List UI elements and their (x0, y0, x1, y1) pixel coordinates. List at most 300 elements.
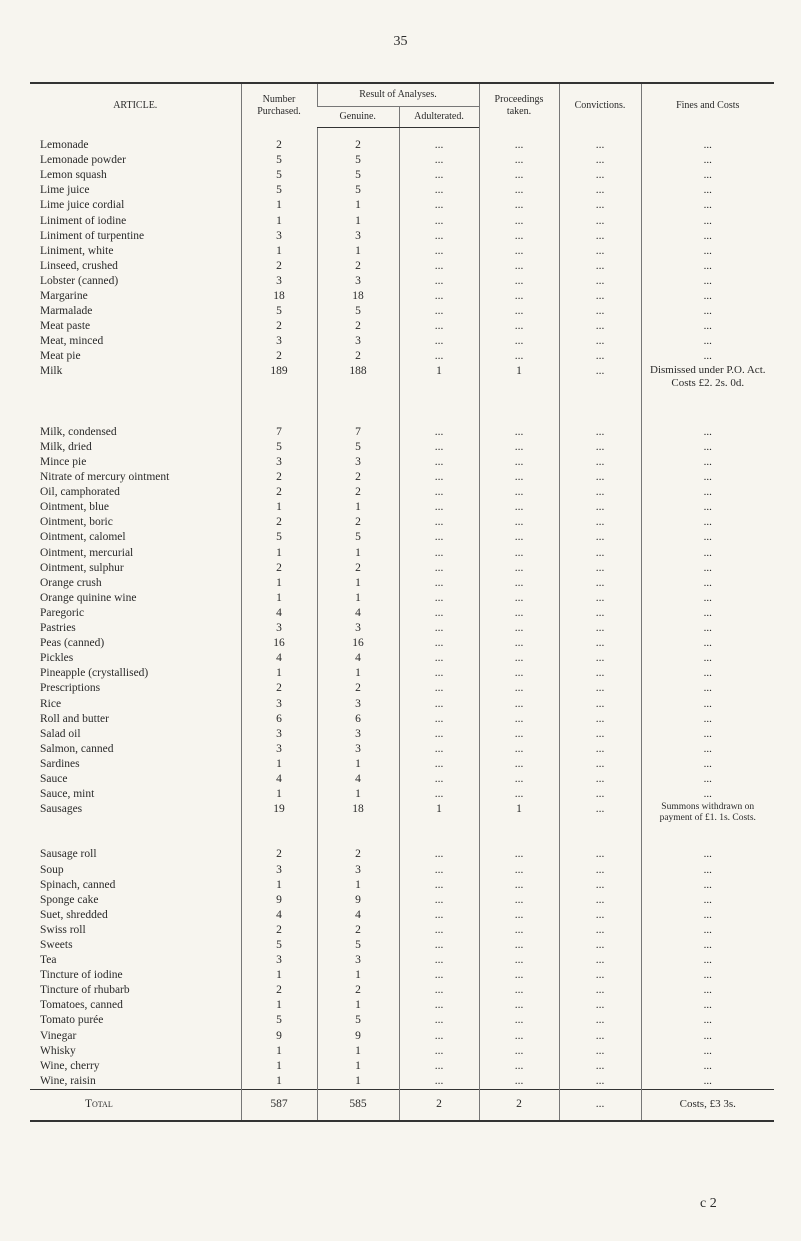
adulterated-cell: ... (399, 274, 479, 289)
article-cell: Mince pie (40, 456, 87, 469)
number-cell: 1 (241, 591, 317, 606)
number-cell: 4 (241, 908, 317, 923)
number-cell: 6 (241, 712, 317, 727)
empty-cell (30, 832, 241, 847)
article-cell: Soup (40, 863, 64, 876)
fines-cell: ... (641, 1044, 774, 1059)
article-cell: Tea (40, 954, 57, 967)
fines-cell: ... (641, 153, 774, 168)
table-body (30, 128, 774, 1090)
convictions-cell: ... (559, 1013, 641, 1028)
empty-cell (317, 817, 399, 832)
proceedings-cell: ... (479, 681, 559, 696)
convictions-cell: ... (559, 530, 641, 545)
fines-cell: ... (641, 636, 774, 651)
empty-cell (30, 410, 241, 425)
fines-cell: ... (641, 319, 774, 334)
article-cell: Spinach, canned (40, 878, 116, 891)
fines-cell: ... (641, 515, 774, 530)
adulterated-cell: ... (399, 530, 479, 545)
proceedings-cell: ... (479, 757, 559, 772)
adulterated-cell: ... (399, 863, 479, 878)
number-cell: 1 (241, 787, 317, 802)
convictions-cell: ... (559, 606, 641, 621)
proceedings-cell: ... (479, 1074, 559, 1090)
proceedings-cell: ... (479, 1013, 559, 1028)
proceedings-cell: ... (479, 259, 559, 274)
convictions-cell: ... (559, 364, 641, 379)
empty-cell (479, 817, 559, 832)
proceedings-cell: ... (479, 953, 559, 968)
header-result-of-analyses: Result of Analyses. (317, 83, 479, 107)
number-cell: 2 (241, 485, 317, 500)
adulterated-cell: ... (399, 289, 479, 304)
convictions-cell: ... (559, 183, 641, 198)
convictions-cell: ... (559, 908, 641, 923)
proceedings-cell: ... (479, 666, 559, 681)
empty-cell (559, 380, 641, 395)
adulterated-cell: ... (399, 757, 479, 772)
total-genuine: 585 (317, 1089, 399, 1121)
article-cell: Lemonade powder (40, 154, 126, 167)
article-cell: Pickles (40, 652, 74, 665)
number-cell: 3 (241, 274, 317, 289)
proceedings-cell: ... (479, 1059, 559, 1074)
proceedings-cell: ... (479, 183, 559, 198)
proceedings-cell: ... (479, 289, 559, 304)
genuine-cell: 9 (317, 1029, 399, 1044)
proceedings-cell: ... (479, 334, 559, 349)
table-row (30, 319, 774, 334)
genuine-cell: 4 (317, 606, 399, 621)
empty-cell (241, 832, 317, 847)
table-row (30, 440, 774, 455)
table-row (30, 183, 774, 198)
article-cell: Oil, camphorated (40, 486, 120, 499)
number-cell: 19 (241, 802, 317, 817)
fines-cell: ... (641, 1074, 774, 1090)
total-proceedings: 2 (479, 1089, 559, 1121)
adulterated-cell: ... (399, 1029, 479, 1044)
table-row (30, 968, 774, 983)
fines-cell: ... (641, 561, 774, 576)
adulterated-cell: ... (399, 1074, 479, 1090)
article-cell: Liniment, white (40, 244, 114, 257)
number-cell: 2 (241, 561, 317, 576)
fines-cell: ... (641, 998, 774, 1013)
table-row (30, 425, 774, 440)
adulterated-cell: ... (399, 727, 479, 742)
adulterated-cell: 1 (399, 364, 479, 379)
article-cell: Meat pie (40, 350, 81, 363)
adulterated-cell: ... (399, 334, 479, 349)
table-row (30, 1074, 774, 1090)
fines-cell: ... (641, 727, 774, 742)
adulterated-cell: ... (399, 576, 479, 591)
fines-cell: ... (641, 712, 774, 727)
adulterated-cell: ... (399, 621, 479, 636)
table-row (30, 712, 774, 727)
table-row (30, 364, 774, 379)
fines-cell: ... (641, 742, 774, 757)
adulterated-cell: ... (399, 561, 479, 576)
table-row (30, 485, 774, 500)
adulterated-cell: ... (399, 304, 479, 319)
adulterated-cell: ... (399, 259, 479, 274)
proceedings-cell: ... (479, 712, 559, 727)
proceedings-cell: ... (479, 1044, 559, 1059)
genuine-cell: 3 (317, 274, 399, 289)
convictions-cell: ... (559, 576, 641, 591)
article-cell: Sardines (40, 757, 80, 770)
fines-cell: ... (641, 878, 774, 893)
number-cell: 4 (241, 772, 317, 787)
empty-cell (399, 395, 479, 410)
genuine-cell: 2 (317, 681, 399, 696)
number-cell: 2 (241, 847, 317, 862)
article-cell: Whisky (40, 1044, 76, 1057)
genuine-cell: 2 (317, 128, 399, 154)
number-cell: 5 (241, 938, 317, 953)
fines-cell: ... (641, 983, 774, 998)
convictions-cell: ... (559, 455, 641, 470)
convictions-cell: ... (559, 128, 641, 154)
convictions-cell: ... (559, 274, 641, 289)
convictions-cell: ... (559, 485, 641, 500)
number-cell: 5 (241, 1013, 317, 1028)
total-label: Total (30, 1089, 241, 1121)
article-cell: Swiss roll (40, 923, 86, 936)
table-row (30, 153, 774, 168)
analyses-table (30, 82, 774, 1122)
convictions-cell: ... (559, 229, 641, 244)
proceedings-cell: ... (479, 530, 559, 545)
empty-cell (241, 380, 317, 395)
number-cell: 7 (241, 425, 317, 440)
table-row (30, 274, 774, 289)
number-cell: 1 (241, 244, 317, 259)
table-row (30, 802, 774, 817)
proceedings-cell: ... (479, 561, 559, 576)
adulterated-cell: ... (399, 470, 479, 485)
genuine-cell: 3 (317, 229, 399, 244)
genuine-cell: 3 (317, 696, 399, 711)
number-cell: 5 (241, 530, 317, 545)
proceedings-cell: ... (479, 923, 559, 938)
fines-cell: ... (641, 863, 774, 878)
genuine-cell: 2 (317, 561, 399, 576)
number-cell: 2 (241, 923, 317, 938)
genuine-cell: 4 (317, 772, 399, 787)
proceedings-cell: ... (479, 591, 559, 606)
article-cell: Sauce, mint (40, 788, 95, 801)
convictions-cell: ... (559, 349, 641, 364)
fines-cell: ... (641, 1029, 774, 1044)
convictions-cell: ... (559, 470, 641, 485)
fines-cell: ... (641, 425, 774, 440)
proceedings-cell: ... (479, 938, 559, 953)
header-proceedings: Proceedings taken. (479, 83, 559, 128)
genuine-cell: 3 (317, 621, 399, 636)
article-cell: Roll and butter (40, 712, 109, 725)
genuine-cell: 1 (317, 757, 399, 772)
proceedings-cell: ... (479, 349, 559, 364)
proceedings-cell: ... (479, 304, 559, 319)
article-cell: Ointment, sulphur (40, 561, 124, 574)
fines-cell: Dismissed under P.O. Act. Costs £2. 2s. 0d. (641, 364, 774, 424)
proceedings-cell: ... (479, 651, 559, 666)
number-cell: 1 (241, 757, 317, 772)
adulterated-cell: ... (399, 742, 479, 757)
article-cell: Rice (40, 697, 62, 710)
number-cell: 1 (241, 1059, 317, 1074)
genuine-cell: 4 (317, 651, 399, 666)
article-cell: Prescriptions (40, 682, 101, 695)
genuine-cell: 1 (317, 244, 399, 259)
proceedings-cell: ... (479, 500, 559, 515)
table-row (30, 908, 774, 923)
number-cell: 1 (241, 198, 317, 213)
number-cell: 2 (241, 681, 317, 696)
convictions-cell: ... (559, 244, 641, 259)
proceedings-cell: ... (479, 636, 559, 651)
page-signature: c 2 (700, 1196, 717, 1211)
proceedings-cell: ... (479, 213, 559, 228)
proceedings-cell: ... (479, 787, 559, 802)
proceedings-cell: ... (479, 696, 559, 711)
fines-cell: ... (641, 168, 774, 183)
proceedings-cell: ... (479, 455, 559, 470)
convictions-cell: ... (559, 953, 641, 968)
genuine-cell: 1 (317, 968, 399, 983)
fines-cell: ... (641, 183, 774, 198)
adulterated-cell: ... (399, 213, 479, 228)
table-row (30, 772, 774, 787)
empty-cell (479, 395, 559, 410)
table-row (30, 1013, 774, 1028)
genuine-cell: 5 (317, 440, 399, 455)
proceedings-cell: ... (479, 168, 559, 183)
article-cell: Tincture of rhubarb (40, 984, 130, 997)
convictions-cell: ... (559, 636, 641, 651)
fines-cell: ... (641, 893, 774, 908)
number-cell: 2 (241, 319, 317, 334)
article-cell: Tomato purée (40, 1014, 104, 1027)
genuine-cell: 6 (317, 712, 399, 727)
fines-cell: ... (641, 621, 774, 636)
convictions-cell: ... (559, 757, 641, 772)
article-cell: Sweets (40, 939, 73, 952)
article-cell: Sponge cake (40, 893, 99, 906)
header-fines: Fines and Costs (641, 83, 774, 128)
number-cell: 18 (241, 289, 317, 304)
table-row (30, 666, 774, 681)
number-cell: 1 (241, 968, 317, 983)
proceedings-cell: ... (479, 621, 559, 636)
proceedings-cell: 1 (479, 802, 559, 817)
proceedings-cell: ... (479, 440, 559, 455)
empty-cell (241, 817, 317, 832)
number-cell: 1 (241, 213, 317, 228)
fines-cell: ... (641, 651, 774, 666)
genuine-cell: 4 (317, 908, 399, 923)
number-cell: 3 (241, 621, 317, 636)
number-cell: 2 (241, 983, 317, 998)
table-row (30, 787, 774, 802)
proceedings-cell: ... (479, 968, 559, 983)
number-cell: 2 (241, 515, 317, 530)
article-cell: Suet, shredded (40, 908, 108, 921)
number-cell: 1 (241, 1074, 317, 1090)
header-number-purchased: Number Purchased. (241, 83, 317, 128)
fines-cell: ... (641, 1013, 774, 1028)
fines-cell: ... (641, 757, 774, 772)
article-cell: Sausages (40, 803, 83, 816)
adulterated-cell: ... (399, 591, 479, 606)
proceedings-cell: ... (479, 863, 559, 878)
genuine-cell: 5 (317, 183, 399, 198)
convictions-cell: ... (559, 983, 641, 998)
proceedings-cell: ... (479, 153, 559, 168)
proceedings-cell: ... (479, 606, 559, 621)
proceedings-cell: ... (479, 198, 559, 213)
fines-cell: ... (641, 546, 774, 561)
fines-cell: ... (641, 470, 774, 485)
genuine-cell: 2 (317, 349, 399, 364)
number-cell: 5 (241, 168, 317, 183)
number-cell: 9 (241, 893, 317, 908)
empty-cell (317, 832, 399, 847)
proceedings-cell: ... (479, 244, 559, 259)
empty-cell (399, 832, 479, 847)
number-cell: 3 (241, 455, 317, 470)
genuine-cell: 1 (317, 213, 399, 228)
article-cell: Ointment, mercurial (40, 546, 134, 559)
adulterated-cell: ... (399, 319, 479, 334)
article-cell: Lime juice cordial (40, 199, 125, 212)
proceedings-cell: ... (479, 576, 559, 591)
fines-cell: ... (641, 128, 774, 154)
number-cell: 1 (241, 500, 317, 515)
fines-cell: ... (641, 440, 774, 455)
fines-cell: ... (641, 349, 774, 364)
article-cell: Orange quinine wine (40, 591, 137, 604)
genuine-cell: 1 (317, 198, 399, 213)
number-cell: 1 (241, 878, 317, 893)
proceedings-cell: ... (479, 515, 559, 530)
genuine-cell: 1 (317, 666, 399, 681)
convictions-cell: ... (559, 712, 641, 727)
table-row (30, 349, 774, 364)
article-cell: Lemon squash (40, 169, 107, 182)
fines-cell: ... (641, 289, 774, 304)
empty-cell (479, 380, 559, 395)
adulterated-cell: ... (399, 983, 479, 998)
number-cell: 5 (241, 304, 317, 319)
adulterated-cell: ... (399, 998, 479, 1013)
table-row (30, 334, 774, 349)
proceedings-cell: 1 (479, 364, 559, 379)
fines-cell: ... (641, 606, 774, 621)
convictions-cell: ... (559, 561, 641, 576)
article-cell: Ointment, boric (40, 516, 113, 529)
total-adulterated: 2 (399, 1089, 479, 1121)
adulterated-cell: ... (399, 515, 479, 530)
genuine-cell: 1 (317, 500, 399, 515)
convictions-cell: ... (559, 440, 641, 455)
article-cell: Sauce (40, 772, 68, 785)
fines-cell: ... (641, 530, 774, 545)
adulterated-cell: ... (399, 1013, 479, 1028)
proceedings-cell: ... (479, 425, 559, 440)
genuine-cell: 3 (317, 953, 399, 968)
article-cell: Paregoric (40, 606, 85, 619)
genuine-cell: 2 (317, 923, 399, 938)
article-cell: Margarine (40, 289, 88, 302)
proceedings-cell: ... (479, 772, 559, 787)
article-cell: Wine, cherry (40, 1059, 100, 1072)
proceedings-cell: ... (479, 983, 559, 998)
adulterated-cell: ... (399, 128, 479, 154)
article-cell: Nitrate of mercury ointment (40, 471, 170, 484)
genuine-cell: 1 (317, 546, 399, 561)
empty-cell (30, 817, 241, 832)
proceedings-cell: ... (479, 470, 559, 485)
number-cell: 9 (241, 1029, 317, 1044)
genuine-cell: 3 (317, 742, 399, 757)
table-row (30, 168, 774, 183)
fines-cell: Summons withdrawn on payment of £1. 1s. Costs. (641, 802, 774, 847)
fines-cell: ... (641, 591, 774, 606)
proceedings-cell: ... (479, 1029, 559, 1044)
adulterated-cell: ... (399, 425, 479, 440)
proceedings-cell: ... (479, 128, 559, 154)
genuine-cell: 1 (317, 1044, 399, 1059)
genuine-cell: 1 (317, 998, 399, 1013)
table-row (30, 213, 774, 228)
convictions-cell: ... (559, 938, 641, 953)
convictions-cell: ... (559, 1029, 641, 1044)
table-row (30, 500, 774, 515)
convictions-cell: ... (559, 1059, 641, 1074)
table-row (30, 470, 774, 485)
genuine-cell: 3 (317, 727, 399, 742)
convictions-cell: ... (559, 621, 641, 636)
number-cell: 5 (241, 183, 317, 198)
article-cell: Vinegar (40, 1029, 77, 1042)
article-cell: Ointment, blue (40, 501, 109, 514)
article-cell: Linseed, crushed (40, 259, 118, 272)
empty-cell (479, 410, 559, 425)
convictions-cell: ... (559, 168, 641, 183)
genuine-cell: 1 (317, 1059, 399, 1074)
empty-cell (559, 410, 641, 425)
table-row (30, 229, 774, 244)
empty-cell (559, 817, 641, 832)
number-cell: 1 (241, 1044, 317, 1059)
table-row (30, 546, 774, 561)
genuine-cell: 1 (317, 591, 399, 606)
adulterated-cell: ... (399, 440, 479, 455)
adulterated-cell: ... (399, 968, 479, 983)
empty-cell (399, 817, 479, 832)
adulterated-cell: ... (399, 349, 479, 364)
adulterated-cell: ... (399, 953, 479, 968)
genuine-cell: 9 (317, 893, 399, 908)
empty-cell (479, 832, 559, 847)
adulterated-cell: 1 (399, 802, 479, 817)
article-cell: Marmalade (40, 305, 93, 318)
